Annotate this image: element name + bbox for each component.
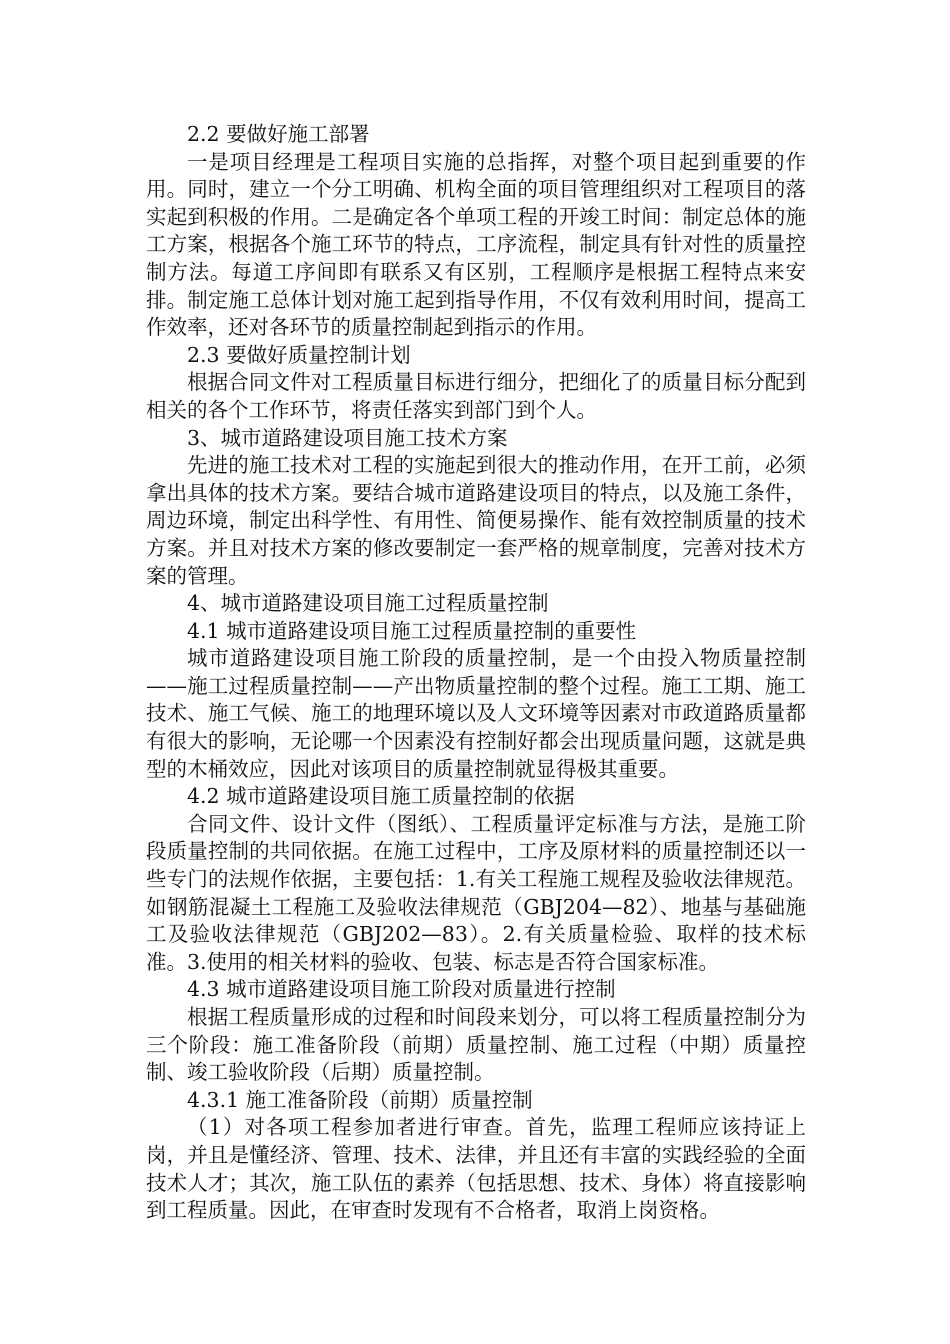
paragraph-three-stages: 根据工程质量形成的过程和时间段来划分，可以将工程质量控制分为三个阶段：施工准备阶段（前期）质量控制、施工过程（中期）质量控制、竣工验收阶段（后期）质量控制。 — [146, 1005, 806, 1085]
document-page — [146, 121, 806, 1225]
section-heading-4-1: 4.1 城市道路建设项目施工过程质量控制的重要性 — [187, 618, 637, 643]
section-heading-3: 3、城市道路建设项目施工技术方案 — [187, 425, 508, 450]
section-heading-4-3: 4.3 城市道路建设项目施工阶段对质量进行控制 — [187, 977, 616, 1002]
section-heading-4: 4、城市道路建设项目施工过程质量控制 — [187, 591, 549, 616]
section-heading-4-3-1: 4.3.1 施工准备阶段（前期）质量控制 — [187, 1087, 533, 1112]
paragraph-basis: 合同文件、设计文件（图纸）、工程质量评定标准与方法，是施工阶段质量控制的共同依据。在施工过程中，工序及原材料的质量控制还以一些专门的法规作依据，主要包括：1.有关工程施工规程及验收法律规范。如钢筋混凝土工程施工及验收法律规范（GBJ204—82）、地基与基础施工及验收法律规范（GBJ202—83）。2.有关质量检验、取样的技术标准。3.使用的相关材料的验收、包装、标志是否符合国家标准。 — [146, 811, 806, 974]
section-heading-2-3: 2.3 要做好质量控制计划 — [187, 342, 411, 367]
paragraph-importance: 城市道路建设项目施工阶段的质量控制，是一个由投入物质量控制——施工过程质量控制——产出物质量控制的整个过程。施工工期、施工技术、施工气候、施工的地理环境以及人文环境等因素对市政道路质量都有很大的影响，无论哪一个因素没有控制好都会出现质量问题，这就是典型的木桶效应，因此对该项目的质量控制就显得极其重要。 — [146, 646, 806, 781]
paragraph-quality-plan: 根据合同文件对工程质量目标进行细分，把细化了的质量目标分配到相关的各个工作环节，将责任落实到部门到个人。 — [146, 370, 806, 422]
paragraph-participant-review: （1）对各项工程参加者进行审查。首先，监理工程师应该持证上岗，并且是懂经济、管理、技术、法律，并且还有丰富的实践经验的全面技术人才；其次，施工队伍的素养（包括思想、技术、身体）将直接影响到工程质量。因此，在审查时发现有不合格者，取消上岗资格。 — [146, 1115, 806, 1223]
paragraph-construction-deployment: 一是项目经理是工程项目实施的总指挥，对整个项目起到重要的作用。同时，建立一个分工明确、机构全面的项目管理组织对工程项目的落实起到积极的作用。二是确定各个单项工程的开竣工时间：制定总体的施工方案，根据各个施工环节的特点，工序流程，制定具有针对性的质量控制方法。每道工序间即有联系又有区别，工程顺序是根据工程特点来安排。制定施工总体计划对施工起到指导作用，不仅有效利用时间，提高工作效率，还对各环节的质量控制起到指示的作用。 — [146, 149, 806, 340]
section-heading-4-2: 4.2 城市道路建设项目施工质量控制的依据 — [187, 784, 575, 809]
section-heading-2-2: 2.2 要做好施工部署 — [187, 122, 370, 146]
paragraph-technical-plan: 先进的施工技术对工程的实施起到很大的推动作用，在开工前，必须拿出具体的技术方案。要结合城市道路建设项目的特点，以及施工条件，周边环境，制定出科学性、有用性、简便易操作、能有效控制质量的技术方案。并且对技术方案的修改要制定一套严格的规章制度，完善对技术方案的管理。 — [146, 453, 806, 588]
